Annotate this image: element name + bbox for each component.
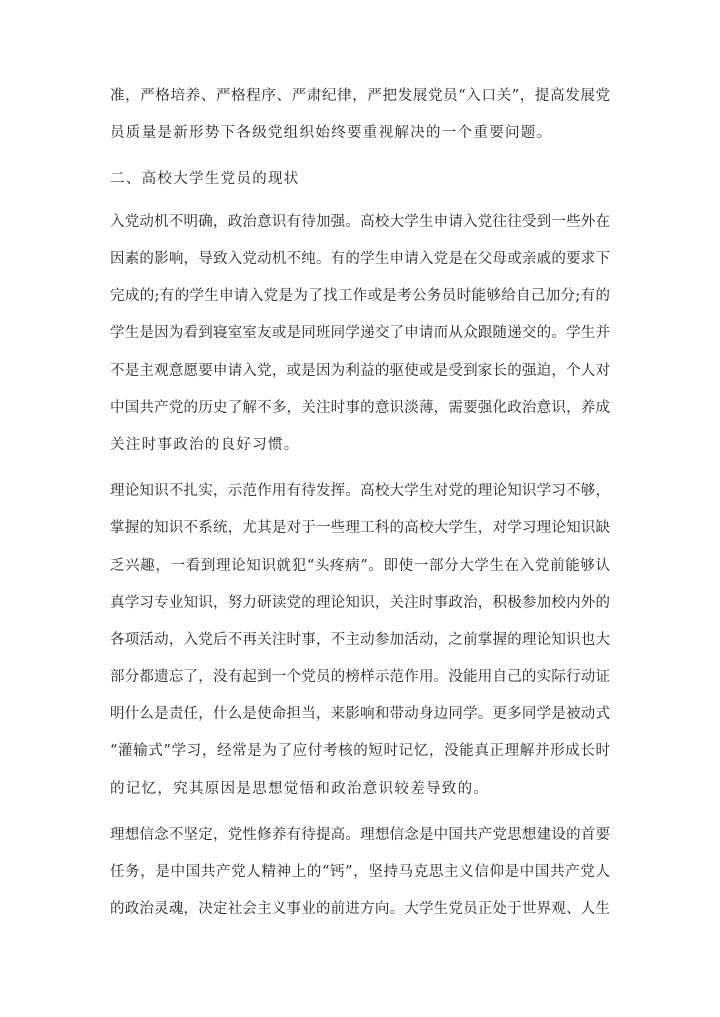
text-line: 的政治灵魂，决定社会主义事业的前进方向。大学生党员正处于世界观、人生	[110, 901, 610, 917]
text-line: 关注时事政治的良好习惯。	[110, 437, 300, 453]
text-line: 乏兴趣，一看到理论知识就犯“头疼病”。即使一部分大学生在入党前能够认	[110, 558, 610, 574]
text-line: 各项活动，入党后不再关注时事，不主动参加活动，之前掌握的理论知识也大	[110, 632, 610, 648]
text-line: 明什么是责任，什么是使命担当，来影响和带动身边同学。更多同学是被动式	[110, 706, 610, 722]
text-line: 部分都遗忘了，没有起到一个党员的榜样示范作用。没能用自己的实际行动证	[110, 669, 610, 685]
text-line: 准，严格培养、严格程序、严肃纪律，严把发展党员“入口关”，提高发展党	[110, 88, 610, 104]
text-line: 理想信念不坚定，党性修养有待提高。理想信念是中国共产党思想建设的首要	[110, 827, 610, 843]
text-line: 员质量是新形势下各级党组织始终要重视解决的一个重要问题。	[110, 125, 553, 141]
text-line: 完成的;有的学生申请入党是为了找工作或是考公务员时能够给自己加分;有的	[110, 288, 610, 304]
section-heading: 二、高校大学生党员的现状	[110, 171, 300, 187]
text-line: 中国共产党的历史了解不多，关注时事的意识淡薄，需要强化政治意识，养成	[110, 400, 610, 416]
text-line: 任务，是中国共产党人精神上的“钙”，坚持马克思主义信仰是中国共产党人	[110, 864, 610, 880]
text-line: 的记忆，究其原因是思想觉悟和政治意识较差导致的。	[110, 781, 490, 797]
text-line: 理论知识不扎实，示范作用有待发挥。高校大学生对党的理论知识学习不够，	[110, 483, 610, 499]
text-line: 掌握的知识不系统，尤其是对于一些理工科的高校大学生，对学习理论知识缺	[110, 520, 610, 536]
text-line: 入党动机不明确，政治意识有待加强。高校大学生申请入党往往受到一些外在	[110, 214, 610, 230]
text-line: 真学习专业知识，努力研读党的理论知识，关注时事政治，积极参加校内外的	[110, 595, 610, 611]
text-line: “灌输式”学习，经常是为了应付考核的短时记忆，没能真正理解并形成长时	[110, 743, 610, 759]
text-line: 学生是因为看到寝室室友或是同班同学递交了申请而从众跟随递交的。学生并	[110, 325, 610, 341]
text-line: 不是主观意愿要申请入党，或是因为利益的驱使或是受到家长的强迫，个人对	[110, 363, 610, 379]
text-line: 因素的影响，导致入党动机不纯。有的学生申请入党是在父母或亲戚的要求下	[110, 251, 610, 267]
